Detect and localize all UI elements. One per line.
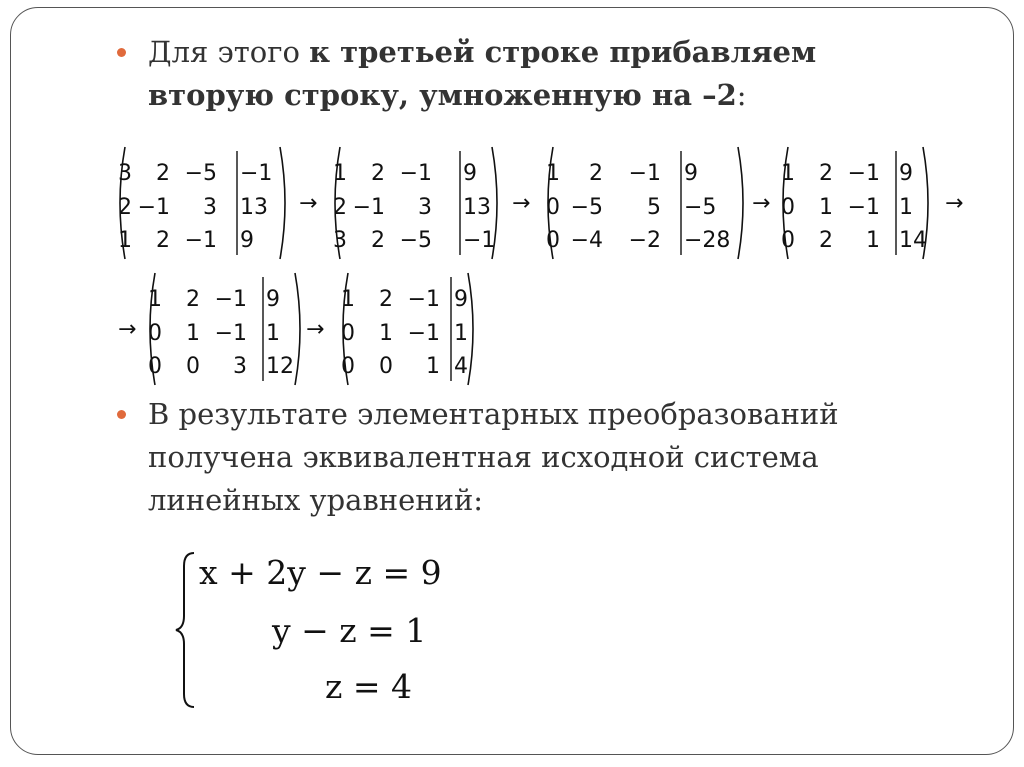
matrix-3-cell-r2c2: −5 — [570, 195, 603, 220]
matrix-6-cell-r3c4: 4 — [454, 354, 468, 379]
eq3-rhs: = 4 — [342, 667, 413, 706]
arrow-5: → — [118, 317, 137, 342]
bullet-1-suffix: : — [736, 78, 747, 112]
matrix-3-cell-r2c1: 0 — [546, 195, 560, 220]
eq1-y: y — [287, 553, 306, 592]
arrow-2: → — [512, 191, 531, 216]
system-brace — [176, 553, 194, 707]
matrix-1-cell-r1c2: 2 — [156, 161, 170, 186]
matrix-5-cell-r1c4: 9 — [266, 287, 280, 312]
equation-2 — [271, 611, 426, 650]
matrix-6-cell-r3c3: 1 — [426, 354, 440, 379]
equation-3 — [325, 667, 412, 706]
matrix-1-cell-r1c4: −1 — [240, 161, 273, 186]
matrix-3-cell-r1c3: −1 — [628, 161, 661, 186]
matrix-3-cell-r1c4: 9 — [684, 161, 698, 186]
matrix-4-cell-r2c4: 1 — [899, 195, 913, 220]
matrix-5-cell-r3c4: 12 — [266, 354, 294, 379]
matrix-5-cell-r2c1: 0 — [148, 321, 162, 346]
bullet-text-2: В результате элементарных преобразований получена эквивалентная исходной система линейных уравнений: — [148, 397, 839, 517]
matrix-1-cell-r2c3: 3 — [203, 195, 217, 220]
matrix-2-cell-r1c2: 2 — [371, 161, 385, 186]
bullet-1-bold: к третьей строке прибавляем вторую строку, умноженную на –2 — [148, 35, 817, 112]
eq2-y: y — [272, 611, 291, 650]
matrix-3-cell-r3c2: −4 — [570, 228, 603, 253]
matrix-1-cell-r1c3: −5 — [184, 161, 217, 186]
eq1-rhs: = 9 — [371, 553, 442, 592]
matrix-3-cell-r2c3: 5 — [647, 195, 661, 220]
matrix-2-cell-r3c3: −5 — [399, 228, 432, 253]
matrix-6-cell-r2c2: 1 — [379, 321, 393, 346]
matrix-4-cell-r2c2: 1 — [819, 195, 833, 220]
matrix-1-cell-r2c2: −1 — [137, 195, 170, 220]
matrix-2-cell-r1c1: 1 — [333, 161, 347, 186]
matrix-4-cell-r2c1: 0 — [781, 195, 795, 220]
matrix-4-cell-r3c1: 0 — [781, 228, 795, 253]
eq1-x: x — [199, 553, 218, 592]
matrix-3-cell-r3c3: −2 — [628, 228, 661, 253]
arrow-6: → — [306, 317, 325, 342]
matrix-1-cell-r3c4: 9 — [240, 228, 254, 253]
matrix-4-cell-r3c4: 14 — [899, 228, 927, 253]
matrix-1-cell-r1c1: 3 — [118, 161, 132, 186]
matrix-6-cell-r2c1: 0 — [341, 321, 355, 346]
matrix-2-cell-r2c2: −1 — [352, 195, 385, 220]
matrix-3-cell-r2c4: −5 — [684, 195, 717, 220]
matrix-6-cell-r3c1: 0 — [341, 354, 355, 379]
matrix-2-cell-r3c4: −1 — [463, 228, 496, 253]
matrix-1-cell-r3c3: −1 — [184, 228, 217, 253]
matrix-6-cell-r2c3: −1 — [407, 321, 440, 346]
matrix-3-cell-r3c1: 0 — [546, 228, 560, 253]
matrix-6-cell-r2c4: 1 — [454, 321, 468, 346]
matrix-4-cell-r3c3: 1 — [866, 228, 880, 253]
matrix-2-cell-r2c1: 2 — [333, 195, 347, 220]
matrix-4-cell-r1c1: 1 — [781, 161, 795, 186]
matrix-2-cell-r3c1: 3 — [333, 228, 347, 253]
matrix-5-cell-r2c4: 1 — [266, 321, 280, 346]
matrix-5-cell-r1c2: 2 — [186, 287, 200, 312]
matrix-3-cell-r1c1: 1 — [546, 161, 560, 186]
matrix-3-cell-r1c2: 2 — [589, 161, 603, 186]
matrix-1-cell-r3c1: 1 — [118, 228, 132, 253]
matrix-5-cell-r3c2: 0 — [186, 354, 200, 379]
matrix-4-cell-r1c2: 2 — [819, 161, 833, 186]
arrow-3: → — [752, 191, 771, 216]
matrix-5-cell-r2c3: −1 — [214, 321, 247, 346]
matrix-2-cell-r2c4: 13 — [463, 195, 491, 220]
eq3-z: z — [325, 667, 343, 706]
matrix-4-cell-r3c2: 2 — [819, 228, 833, 253]
matrix-1-cell-r3c2: 2 — [156, 228, 170, 253]
matrix-6-cell-r1c2: 2 — [379, 287, 393, 312]
matrix-1-cell-r2c4: 13 — [240, 195, 268, 220]
equation-1 — [199, 553, 442, 592]
matrix-5-cell-r2c2: 1 — [186, 321, 200, 346]
eq1-z: z — [354, 553, 372, 592]
arrow-1: → — [299, 191, 318, 216]
eq1-minus: − — [305, 553, 355, 592]
matrix-2-cell-r1c4: 9 — [463, 161, 477, 186]
matrix-6-cell-r1c3: −1 — [407, 287, 440, 312]
matrix-2-cell-r2c3: 3 — [418, 195, 432, 220]
matrix-5-cell-r1c3: −1 — [214, 287, 247, 312]
matrix-5-cell-r3c1: 0 — [148, 354, 162, 379]
matrix-5-cell-r3c3: 3 — [233, 354, 247, 379]
eq2-rhs: = 1 — [356, 611, 427, 650]
matrix-2-cell-r3c2: 2 — [371, 228, 385, 253]
matrix-4-cell-r2c3: −1 — [847, 195, 880, 220]
matrix-4-cell-r1c4: 9 — [899, 161, 913, 186]
matrix-6-cell-r3c2: 0 — [379, 354, 393, 379]
matrix-3-cell-r3c4: −28 — [684, 228, 731, 253]
matrix-1-cell-r2c1: 2 — [118, 195, 132, 220]
bullet-1-prefix: Для этого — [148, 35, 310, 69]
matrix-6-cell-r1c1: 1 — [341, 287, 355, 312]
eq2-minus: − — [290, 611, 340, 650]
matrix-6-cell-r1c4: 9 — [454, 287, 468, 312]
matrix-4-cell-r1c3: −1 — [847, 161, 880, 186]
matrix-5-cell-r1c1: 1 — [148, 287, 162, 312]
eq2-z: z — [339, 611, 357, 650]
eq1-2: + 2 — [217, 553, 288, 592]
matrix-2-cell-r1c3: −1 — [399, 161, 432, 186]
arrow-4: → — [945, 191, 964, 216]
